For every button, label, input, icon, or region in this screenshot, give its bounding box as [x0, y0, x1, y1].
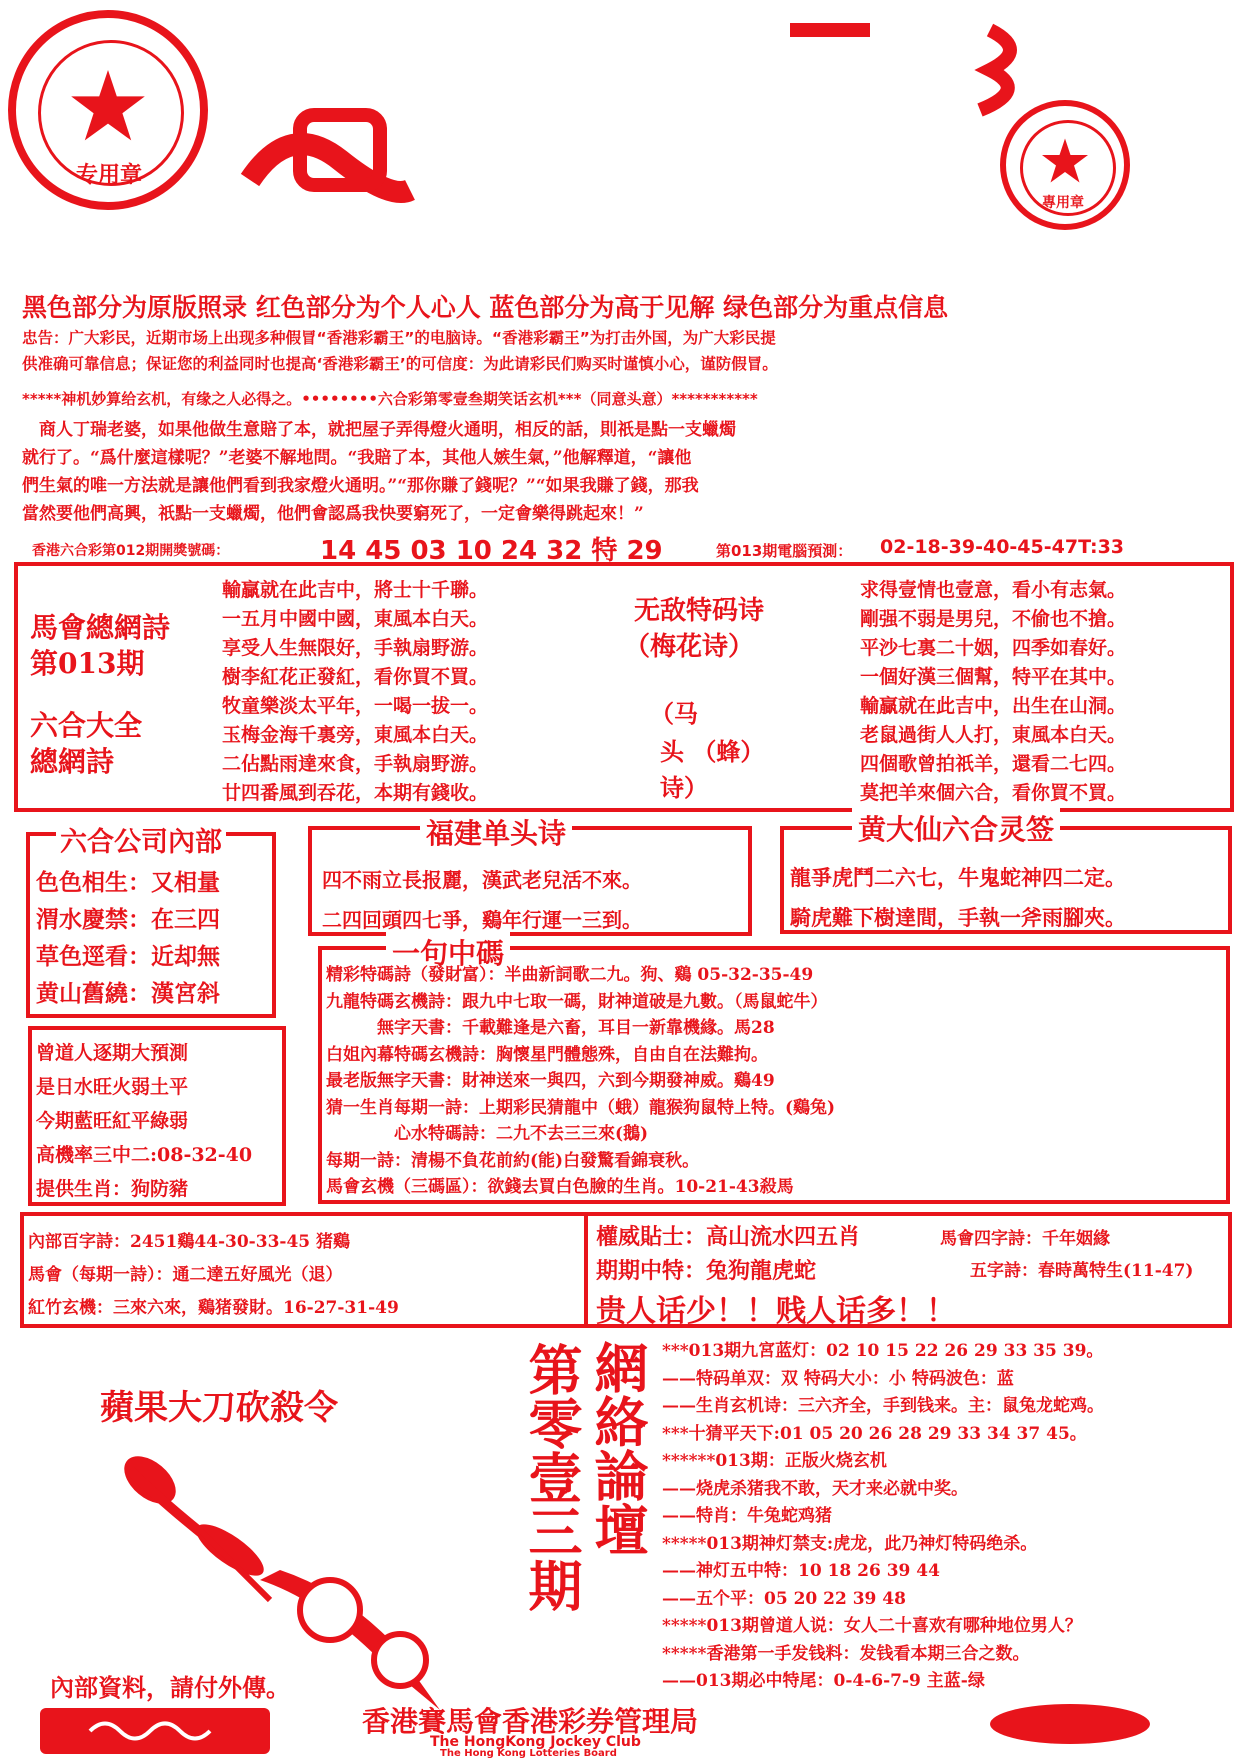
- one-sentence-line: 九龍特碼玄機詩：跟九中七取一碼，財神道破是九數。（馬鼠蛇牛）: [326, 991, 828, 1012]
- joke-line: 就行了。“爲什麼這樣呢？”老婆不解地問。“我賠了本，其他人嫉生氣，”他解釋道，“讓他: [22, 448, 692, 468]
- stamp-small-text: 專用章: [1042, 195, 1084, 211]
- poem-line: 一五月中國中國，東風本白天。: [222, 608, 489, 630]
- tip-row: [596, 1220, 860, 1251]
- daoist-line: 提供生肖：狗防豬: [36, 1178, 189, 1200]
- daoist-line: 今期藍旺紅平綠弱: [36, 1110, 189, 1132]
- period-value: 兔狗龍虎蛇: [706, 1258, 817, 1284]
- notice-line-2: 供准确可靠信息；保证您的利益同时也提高‘香港彩霸王’的可信度：为此请彩民们购买时谨慎小心，谨防假冒。: [22, 355, 778, 373]
- wongtaisin-line: 騎虎難下樹達間，手執一斧雨腳夾。: [790, 905, 1126, 930]
- fujian-line: 四不雨立長报麗，漢武老兒活不來。: [322, 868, 642, 892]
- insider-line: 渭水慶禁：在三四: [36, 906, 220, 933]
- star-icon: [68, 66, 148, 146]
- joke-line: 商人丁瑞老婆，如果他做生意賠了本，就把屋子弄得燈火通明，相反的話，則祇是點一支蠟燭: [22, 420, 736, 440]
- apple-footer: 內部資料，請付外傳。: [50, 1673, 290, 1702]
- forum-vertical-title: 網絡論壇: [586, 1340, 650, 1556]
- poem-line: 莫把羊來個六合，看你買不買。: [860, 782, 1127, 804]
- mid-vertical-3: 诗）: [660, 773, 708, 802]
- daoist-title: 曾道人逐期大預測: [36, 1042, 189, 1064]
- left-title-1: 馬會總網詩: [30, 611, 171, 644]
- five-char-poem: 五字詩：春時萬特生(11-47): [970, 1261, 1194, 1281]
- one-sentence-line: 白姐內幕特碼玄機詩：胸懷星門體態殊，自由自在法難拘。: [326, 1044, 768, 1065]
- official-stamp-large: [8, 10, 208, 210]
- forum-line: *****013期曾道人说：女人二十喜欢有哪种地位男人？: [662, 1616, 1082, 1636]
- forum-lines: [662, 1338, 1104, 1696]
- mid-subtitle: （梅花诗）: [624, 632, 755, 662]
- one-sentence-line: 無字天書：千載難逢是六畜，耳目一新靠機緣。馬28: [326, 1018, 775, 1038]
- joke-body: [22, 416, 736, 528]
- one-sentence-line: 每期一詩：清楊不負花前約(能)白發驚看錦衰秋。: [326, 1150, 700, 1171]
- period-label: 期期中特：: [596, 1258, 707, 1284]
- daoist-line: 高機率三中二:08-32-40: [36, 1144, 253, 1166]
- forum-line: ——013期必中特尾：0-4-6-7-9 主蓝-绿: [662, 1671, 985, 1691]
- mid-vertical-2: 头 （蜂）: [660, 737, 765, 766]
- insider-line: 黄山舊繞：漢宮斜: [36, 980, 220, 1007]
- bottom-left-line: 紅竹玄機：三來六來，鷄猪發財。16-27-31-49: [28, 1298, 399, 1318]
- poem-line: 樹李紅花正發紅，看你買不買。: [222, 666, 489, 688]
- poem-line: 求得壹情也壹意，看小有志氣。: [860, 579, 1127, 601]
- bottom-left-line: 內部百字詩：2451鷄44-30-33-45 猪鷄: [28, 1232, 351, 1252]
- poem-line: 廿四番風到吞花，本期有錢收。: [222, 782, 489, 804]
- bottom-left-lines: [28, 1226, 399, 1325]
- notice-line-1: 忠告：广大彩民，近期市场上出现多种假冒“香港彩霸王”的电脑诗。“香港彩霸王”为打击外国，为广大彩民提: [22, 329, 776, 347]
- previous-draw-numbers: 14 45 03 10 24 32 特 29: [320, 536, 663, 566]
- swirl-icon: [80, 1716, 230, 1746]
- forum-line: ***十猜平天下:01 05 20 26 28 29 33 34 37 45。: [662, 1423, 1087, 1444]
- decorative-calligraphy: [230, 20, 1050, 240]
- poem-line: 輸贏就在此吉中，出生在山洞。: [860, 695, 1127, 717]
- poem-line: 牧童樂淡太平年，一喝一拔一。: [222, 695, 489, 717]
- forum-line: ——神灯五中特：10 18 26 39 44: [662, 1561, 940, 1581]
- wongtaisin-lines: [790, 858, 1126, 938]
- joke-line: 當然要他們高興，祇點一支蠟燭，他們會認爲我快要窮死了，一定會樂得跳起來！”: [22, 504, 644, 524]
- forum-line: ——五个平：05 20 22 39 48: [662, 1588, 906, 1609]
- footer-title: 香港賽馬會香港彩券管理局: [362, 1705, 699, 1738]
- one-sentence-line: 心水特碼詩：二九不去三三來(鵝): [326, 1124, 649, 1144]
- footer-en-2: The Hong Kong Lotteries Board: [440, 1748, 617, 1759]
- poem-line: 四個歌曾拍祇羊，還看二七四。: [860, 753, 1127, 775]
- forum-line: ——特码单双：双 特码大小：小 特码波色：蓝: [662, 1368, 1014, 1389]
- tip-value: 高山流水四五肖: [706, 1224, 861, 1250]
- period-row: [596, 1254, 816, 1285]
- poem-column-2: [860, 576, 1126, 808]
- bottom-left-line: 馬會（每期一詩）：通二達五好風光（退）: [28, 1265, 343, 1285]
- one-sentence-line: 馬會玄機（三碼區）：欲錢去買白色臉的生肖。10-21-43殺馬: [326, 1177, 794, 1197]
- poem-line: 一個好漢三個幫，特平在其中。: [860, 666, 1127, 688]
- daoist-lines: [36, 1036, 252, 1206]
- footer-en-1: The HongKong Jockey Club: [430, 1734, 641, 1750]
- fujian-title: 福建单头诗: [420, 812, 572, 852]
- tip-label: 權威貼士：: [596, 1224, 707, 1250]
- insider-lines: [36, 864, 220, 1012]
- insider-line: 草色逕看：近却無: [36, 943, 220, 970]
- poem-line: 享受人生無限好，手執扇野游。: [222, 637, 489, 659]
- next-prediction-numbers: 02-18-39-40-45-47T:33: [880, 536, 1125, 558]
- fujian-line: 二四回頭四七爭，鷄年行運一三到。: [322, 908, 642, 932]
- daoist-line: 是日水旺火弱土平: [36, 1076, 189, 1098]
- insider-line: 色色相生：又相量: [36, 869, 220, 896]
- one-sentence-line: 最老版無字天書：財神送來一與四，六到今期發神威。鷄49: [326, 1071, 775, 1091]
- bottom-right-panel: [584, 1214, 588, 1326]
- poem-line: 二佔點雨達來食，手執扇野游。: [222, 753, 489, 775]
- joke-line: 們生氣的唯一方法就是讓他們看到我家燈火通明。”“那你賺了錢呢？”“如果我賺了錢，那我: [22, 476, 699, 496]
- forum-line: ——特肖：牛兔蛇鸡猪: [662, 1506, 832, 1526]
- joke-title: *****神机妙算给玄机，有缘之人必得之。••••••••六合彩第零壹叁期笑话玄机***（同意头意）***********: [22, 390, 758, 408]
- forum-line: ******013期：正版火烧玄机: [662, 1451, 887, 1471]
- one-sentence-lines: [326, 962, 835, 1201]
- wongtaisin-line: 龍爭虎鬥二六七，牛鬼蛇神四二定。: [790, 865, 1126, 890]
- poem-line: 老鼠過街人人打，東風本白天。: [860, 724, 1127, 746]
- poem-line: 剛强不弱是男兒，不偷也不搶。: [860, 608, 1127, 630]
- poem-line: 平沙七裏二十姻，四季如春好。: [860, 637, 1127, 659]
- previous-draw-label: 香港六合彩第012期開獎號碼：: [32, 543, 230, 559]
- poem-line: 輸贏就在此吉中，將士十千聯。: [222, 579, 489, 601]
- forum-line: ***013期九宮蓝灯：02 10 15 22 26 29 33 35 39。: [662, 1341, 1104, 1361]
- slogan: 贵人话少！！贱人话多！！: [596, 1294, 956, 1329]
- color-legend: 黑色部分为原版照录 红色部分为个人心人 蓝色部分为高于见解 绿色部分为重点信息: [22, 293, 949, 322]
- footer-ornament-right: [990, 1704, 1150, 1744]
- insider-title: 六合公司內部: [56, 820, 226, 859]
- left-title-2: 第013期: [30, 647, 145, 680]
- stamp-large-text: 专用章: [76, 163, 143, 188]
- forum-line: *****013期神灯禁支:虎龙，此乃神灯特码绝杀。: [662, 1533, 1038, 1554]
- mid-vertical-1: （马: [650, 699, 698, 728]
- forum-line: ——烧虎杀猪我不敢，天才来必就中奖。: [662, 1478, 968, 1499]
- poem-column-1: [222, 576, 488, 808]
- poem-line: 玉梅金海千裏旁，東風本白天。: [222, 724, 489, 746]
- left-title-4: 總網詩: [30, 745, 115, 778]
- next-prediction-label: 第013期電腦預測：: [716, 542, 853, 560]
- one-sentence-title: 一句中碼: [386, 932, 510, 972]
- wongtaisin-title: 黄大仙六合灵签: [852, 808, 1060, 848]
- one-sentence-line: 猜一生肖每期一詩：上期彩民猜龍中（蛾）龍猴狗鼠特上特。(鷄兔): [326, 1097, 836, 1118]
- apple-title: 蘋果大刀砍殺令: [100, 1388, 338, 1428]
- forum-line: *****香港第一手发钱料：发钱看本期三合之数。: [662, 1643, 1030, 1664]
- mid-title: 无敌特码诗: [634, 596, 765, 626]
- one-sentence-line: 精彩特碼詩（發財富）：半曲新詞歌二九。狗、鷄 05-32-35-49: [326, 965, 814, 985]
- fujian-lines: [322, 860, 642, 940]
- left-title: [30, 610, 170, 780]
- left-title-3: 六合大全: [30, 709, 143, 742]
- forum-line: ——生肖玄机诗：三六齐全，手到钱来。主：鼠兔龙蛇鸡。: [662, 1396, 1104, 1416]
- issue-vertical-title: 第零壹三期: [520, 1342, 584, 1612]
- four-char-poem: 馬會四字詩：千年姻緣: [940, 1229, 1110, 1249]
